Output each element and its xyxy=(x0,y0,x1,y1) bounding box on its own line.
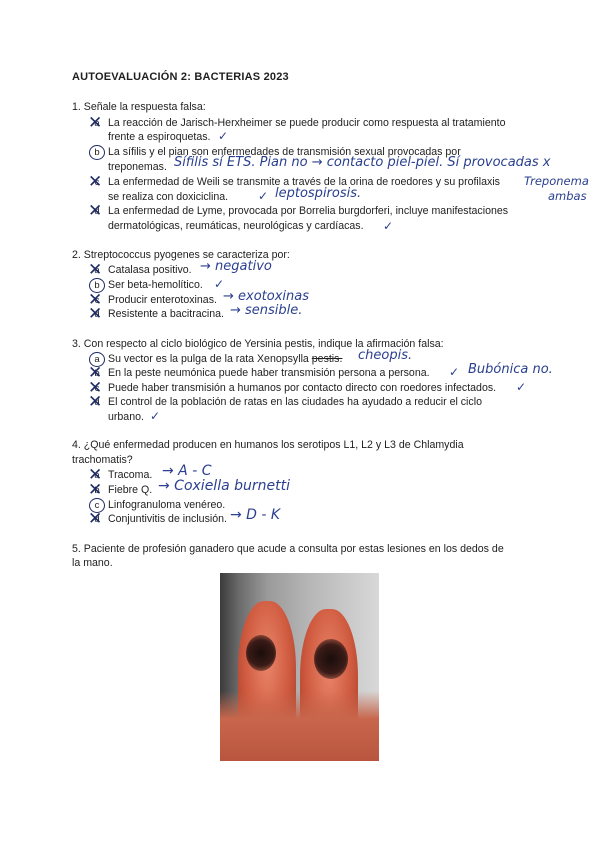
check-mark-icon: ✓ xyxy=(150,409,161,423)
crossed-mark: b ✕ xyxy=(90,484,104,497)
check-mark-icon: ✓ xyxy=(516,380,527,394)
handwritten-note: Bubónica no. xyxy=(468,362,553,377)
option-text: Puede haber transmisión a humanos por contacto directo con roedores infectados. xyxy=(108,382,497,394)
crossed-mark: c ✕ xyxy=(90,294,104,307)
option-text xyxy=(108,352,342,367)
option-text: dermatológicas, reumáticas, neurológicas y cardíacas. xyxy=(108,220,364,232)
option-text: Producir enterotoxinas. xyxy=(108,294,217,306)
option-text: Tracoma. xyxy=(108,469,153,481)
question-5-cont: la mano. xyxy=(72,557,113,569)
check-mark-icon: ✓ xyxy=(258,189,269,203)
option-text: La reacción de Jarisch-Herxheimer se puede producir como respuesta al tratamiento xyxy=(108,117,506,129)
question-2: 2. Streptococcus pyogenes se caracteriza por: xyxy=(72,249,290,261)
handwritten-note: → exotoxinas xyxy=(223,289,310,304)
circled-mark: b xyxy=(89,278,105,293)
option-text: frente a espiroquetas. xyxy=(108,131,211,143)
option-text-main: Su vector es la pulga de la rata Xenopsylla xyxy=(108,353,309,365)
clinical-photo xyxy=(220,573,379,761)
question-4-cont: trachomatis? xyxy=(72,454,133,466)
option-text: se realiza con doxiciclina. xyxy=(108,191,229,203)
option-text: Resistente a bacitracina. xyxy=(108,308,225,320)
crossed-mark: d ✕ xyxy=(90,513,104,526)
crossed-mark: a ✕ xyxy=(90,117,104,130)
lesion-right xyxy=(314,639,348,679)
handwritten-note: cheopis. xyxy=(358,348,413,363)
check-mark-icon: ✓ xyxy=(383,219,394,233)
option-text: Ser beta-hemolítico. xyxy=(108,279,203,291)
circled-mark: a xyxy=(89,352,105,367)
option-text: La enfermedad de Weili se transmite a través de la orina de roedores y su profilaxis xyxy=(108,176,500,188)
question-1: 1. Señale la respuesta falsa: xyxy=(72,101,206,113)
lesion-left xyxy=(246,635,276,671)
handwritten-note: → sensible. xyxy=(230,303,303,318)
handwritten-note: leptospirosis. xyxy=(275,186,362,201)
crossed-mark: a ✕ xyxy=(90,264,104,277)
handwritten-note: → D - K xyxy=(230,507,281,523)
crossed-mark: a ✕ xyxy=(90,469,104,482)
crossed-mark: c ✕ xyxy=(90,176,104,189)
handwritten-note: Sífilis sí ETS. Pian no → contacto piel-piel. Sí provocadas x xyxy=(174,155,551,170)
option-text: Fiebre Q. xyxy=(108,484,153,496)
option-text: La sífilis y el pian son enfermedades de transmisión sexual provocadas por xyxy=(108,146,461,158)
circled-mark: c xyxy=(89,498,105,513)
page-title: AUTOEVALUACIÓN 2: BACTERIAS 2023 xyxy=(72,71,289,83)
crossed-mark: b ✕ xyxy=(90,367,104,380)
struck-text: pestis. xyxy=(311,353,343,365)
handwritten-note: ambas xyxy=(548,189,587,203)
question-3: 3. Con respecto al ciclo biológico de Yersinia pestis, indique la afirmación falsa: xyxy=(72,338,444,350)
option-text: El control de la población de ratas en las ciudades ha ayudado a reducir el ciclo xyxy=(108,396,482,408)
option-text: Conjuntivitis de inclusión. xyxy=(108,513,227,525)
option-text: urbano. xyxy=(108,411,144,423)
option-text: treponemas. xyxy=(108,161,167,173)
check-mark-icon: ✓ xyxy=(214,277,225,291)
palm xyxy=(220,691,379,761)
option-text: Catalasa positivo. xyxy=(108,264,192,276)
handwritten-note: → A - C xyxy=(162,463,212,479)
question-4: 4. ¿Qué enfermedad producen en humanos los serotipos L1, L2 y L3 de Chlamydia xyxy=(72,439,464,451)
option-text: La enfermedad de Lyme, provocada por Borrelia burgdorferi, incluye manifestaciones xyxy=(108,205,509,217)
check-mark-icon: ✓ xyxy=(218,129,229,143)
question-5: 5. Paciente de profesión ganadero que acude a consulta por estas lesiones en los dedos de xyxy=(72,543,504,555)
circled-mark: b xyxy=(89,145,105,160)
option-text: En la peste neumónica puede haber transmisión persona a persona. xyxy=(108,367,430,379)
crossed-mark: d ✕ xyxy=(90,308,104,321)
crossed-mark: c ✕ xyxy=(90,382,104,395)
crossed-mark: d ✕ xyxy=(90,205,104,218)
option-text: Linfogranuloma venéreo. xyxy=(108,499,226,511)
handwritten-note: → Coxiella burnetti xyxy=(158,478,290,494)
handwritten-note: → negativo xyxy=(200,259,272,274)
check-mark-icon: ✓ xyxy=(449,365,460,379)
crossed-mark: d ✕ xyxy=(90,396,104,409)
handwritten-note: Treponema xyxy=(524,174,589,188)
